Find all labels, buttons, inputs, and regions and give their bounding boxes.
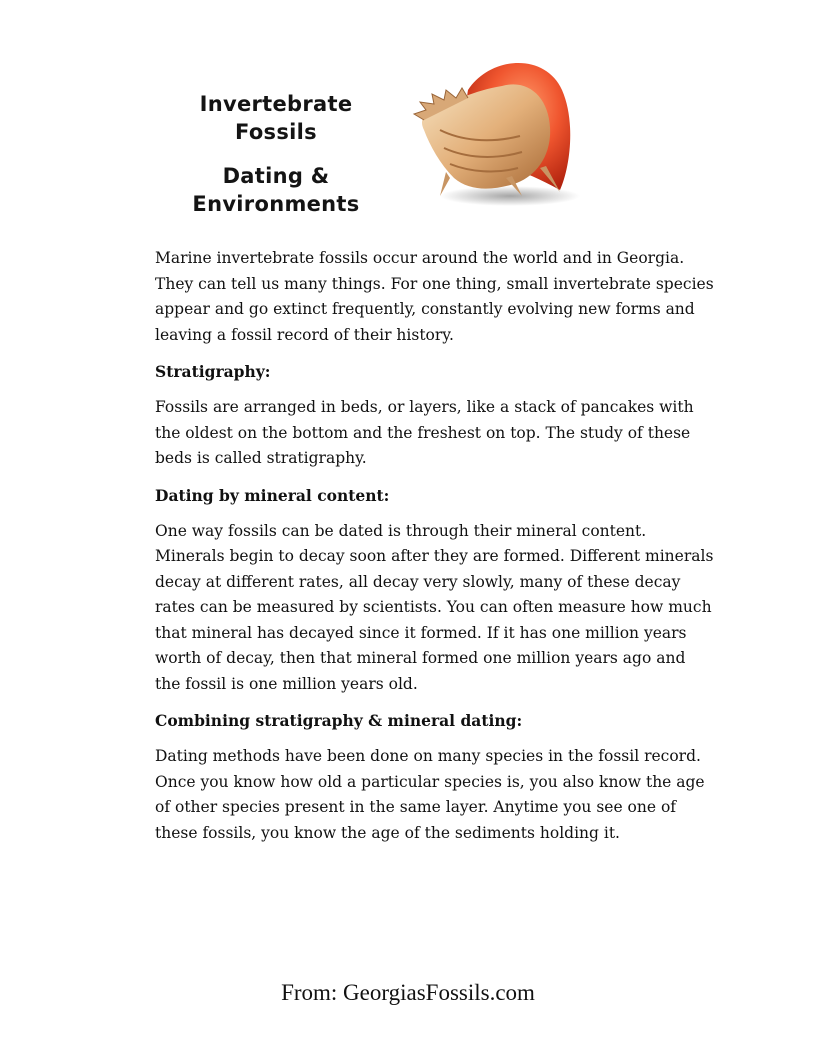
title-line-1: Invertebrate	[199, 92, 353, 116]
title-line-2: Fossils	[235, 120, 317, 144]
page-title	[166, 90, 386, 218]
intro-paragraph: Marine invertebrate fossils occur around the world and in Georgia. They can tell us many things. For one thing, small invertebrate species appear and go extinct frequently, constantly evolving new forms and leaving a fossil record of their history.	[155, 249, 714, 344]
title-line-4: Environments	[192, 192, 360, 216]
section-heading-stratigraphy: Stratigraphy:	[155, 362, 271, 381]
conch-shell-icon	[410, 50, 580, 210]
section-body-combining: Dating methods have been done on many species in the fossil record. Once you know how old a particular species is, you also know the age of other species present in the same layer. Anytime you see one of these fossils, you know the age of the sediments holding it.	[155, 747, 705, 842]
article-body	[155, 246, 715, 858]
section-heading-mineral-dating: Dating by mineral content:	[155, 485, 390, 505]
section-body-mineral-dating: One way fossils can be dated is through their mineral content. Minerals begin to decay soon after they are formed. Different minerals decay at different rates, all decay very slowly, many of these decay rates can be measured by scientists. You can often measure how much that mineral has decayed since it formed. If it has one million years worth of decay, then that mineral formed one million years ago and the fossil is one million years old.	[155, 521, 714, 693]
source-footer: From: GeorgiasFossils.com	[281, 980, 535, 1005]
title-line-3: Dating &	[222, 164, 330, 188]
section-heading-combining: Combining stratigraphy & mineral dating:	[155, 711, 523, 730]
section-body-stratigraphy: Fossils are arranged in beds, or layers, like a stack of pancakes with the oldest on the bottom and the freshest on top. The study of these beds is called stratigraphy.	[155, 398, 694, 467]
